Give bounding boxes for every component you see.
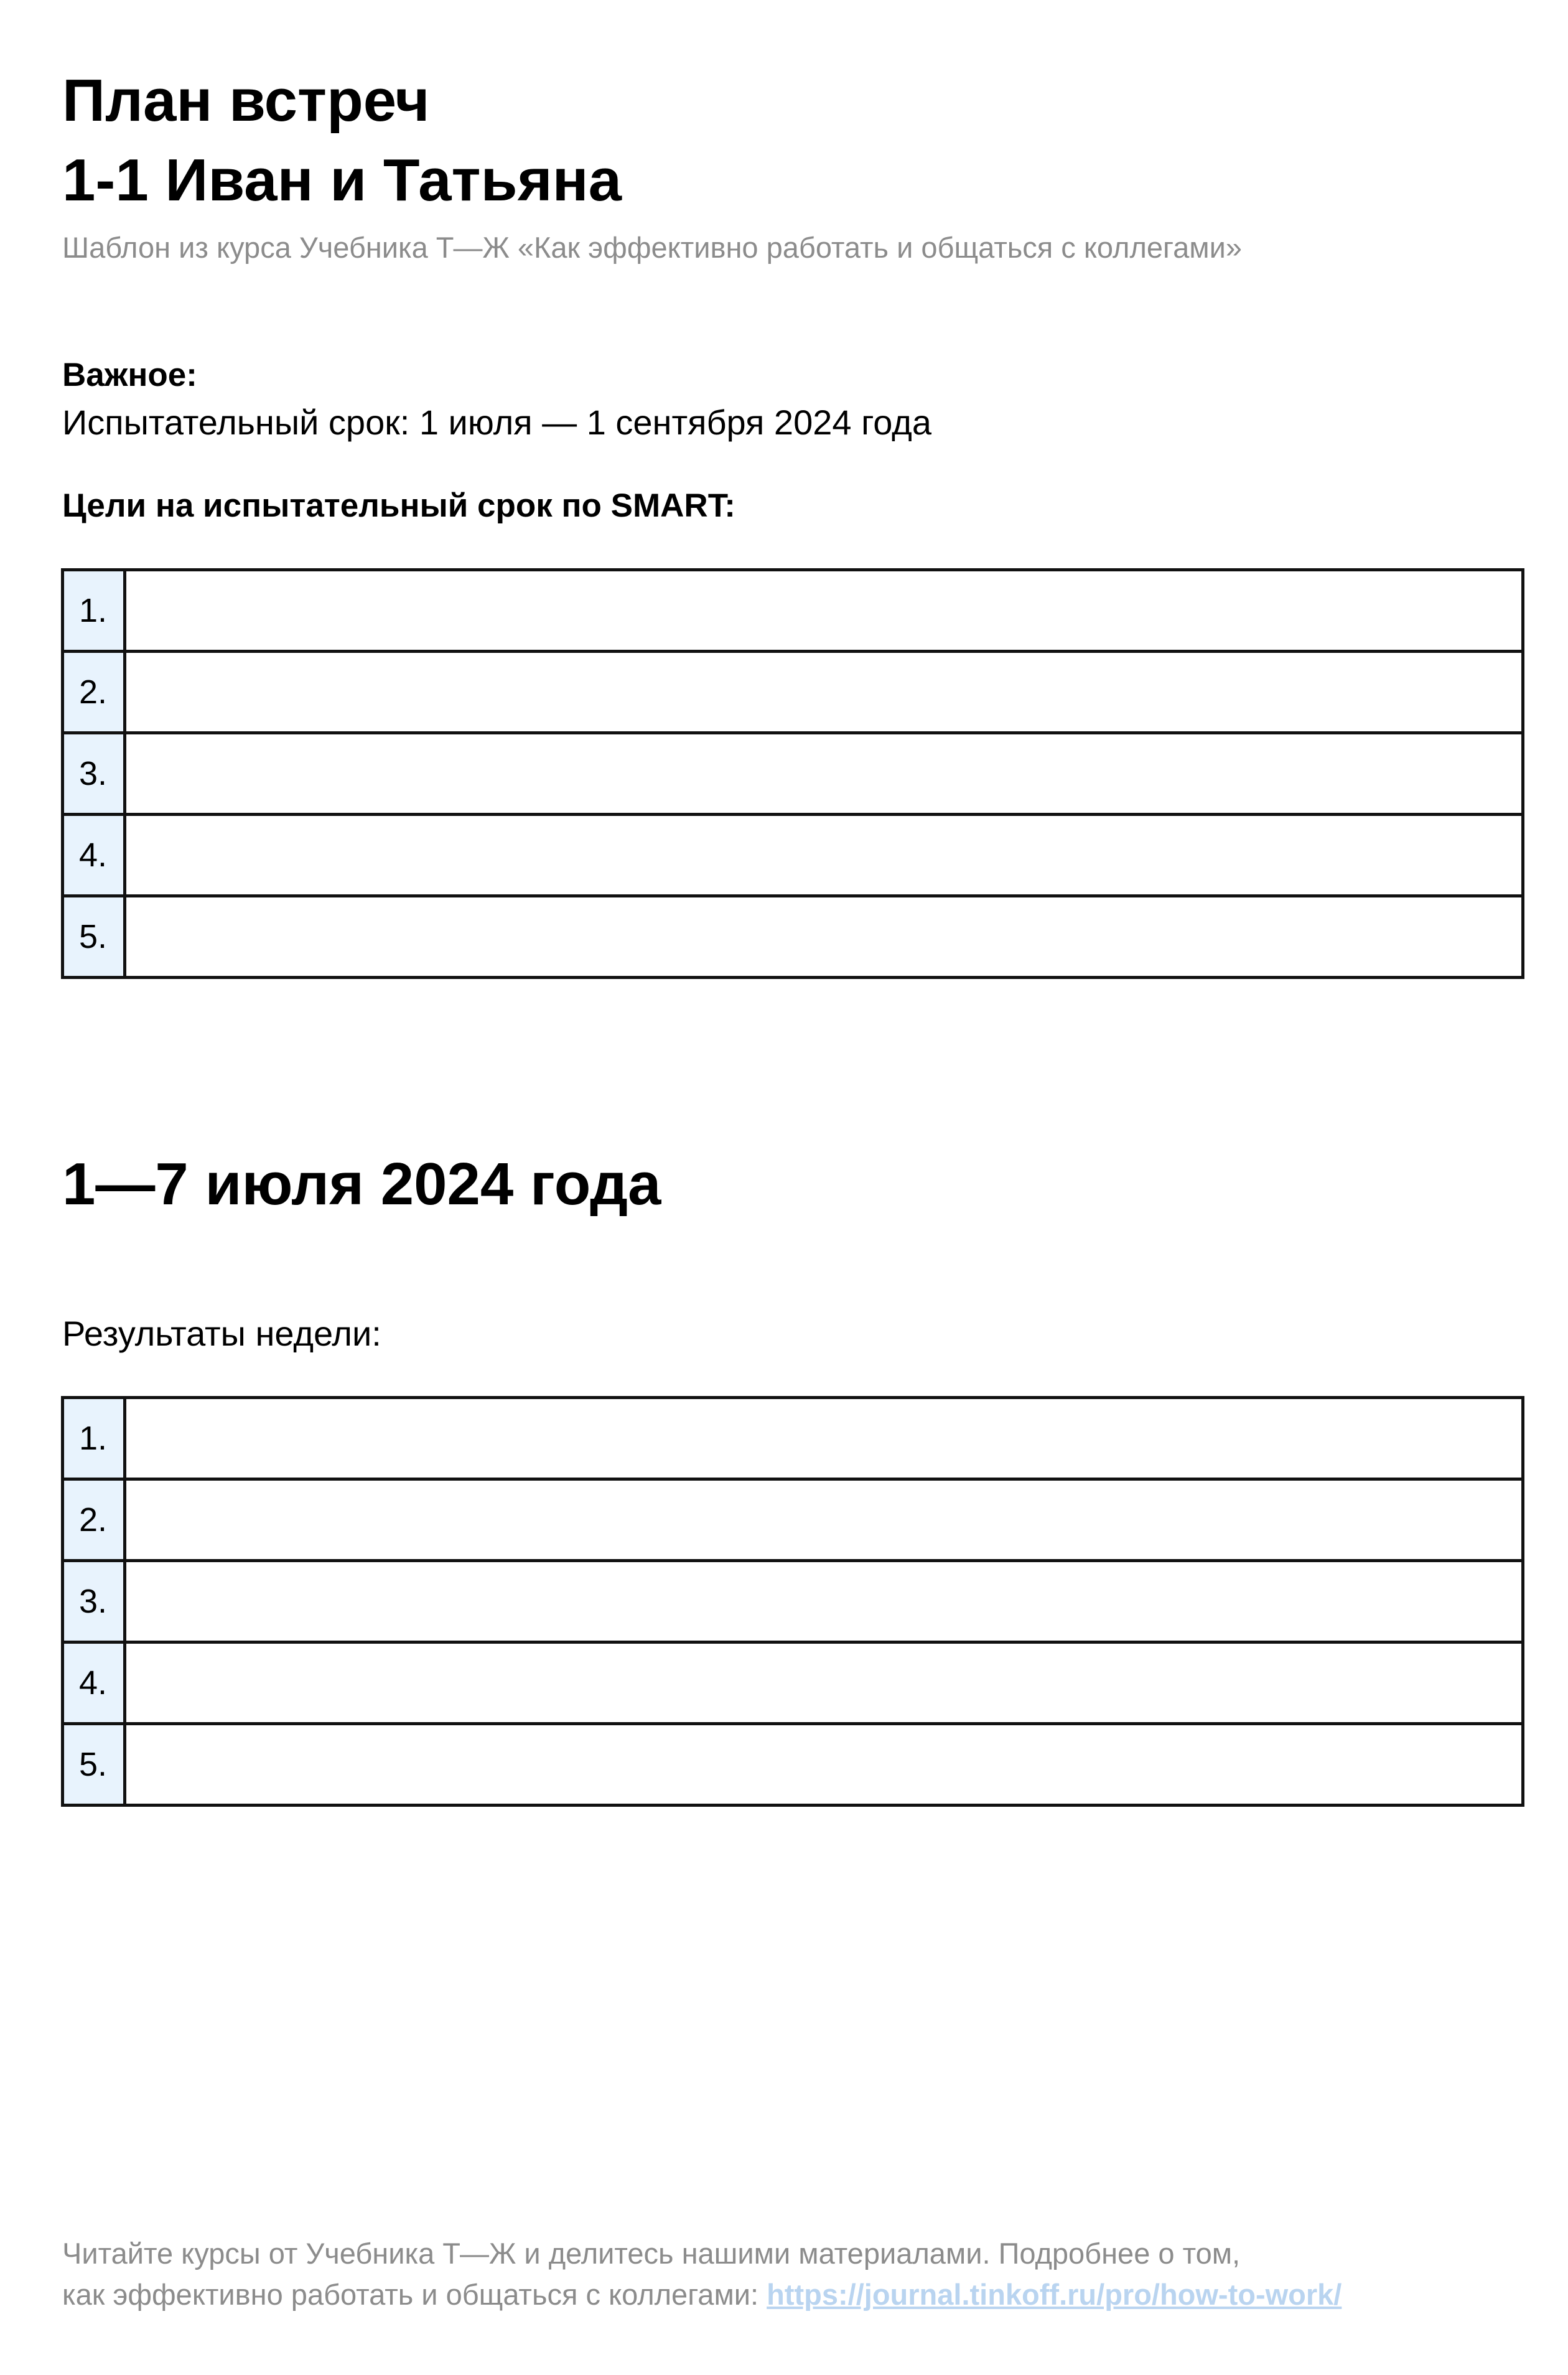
result-input-cell[interactable] xyxy=(125,1561,1523,1642)
row-number: 1. xyxy=(63,570,125,652)
row-number: 5. xyxy=(63,896,125,978)
result-input-cell[interactable] xyxy=(125,1642,1523,1724)
template-source-note: Шаблон из курса Учебника Т—Ж «Как эффективно работать и общаться с коллегами» xyxy=(62,231,1242,264)
course-link[interactable]: https://journal.tinkoff.ru/pro/how-to-work/ xyxy=(767,2277,1342,2311)
important-label: Важное: xyxy=(62,357,197,393)
table-row xyxy=(63,733,1523,815)
result-input-cell[interactable] xyxy=(125,1398,1523,1479)
table-row xyxy=(63,1479,1523,1561)
row-number: 2. xyxy=(63,652,125,733)
table-row xyxy=(63,896,1523,978)
row-number: 3. xyxy=(63,733,125,815)
trial-period-text: Испытательный срок: 1 июля — 1 сентября 2024 года xyxy=(62,403,931,442)
smart-goals-label: Цели на испытательный срок по SMART: xyxy=(62,487,735,524)
result-input-cell[interactable] xyxy=(125,1724,1523,1806)
table-row xyxy=(63,1561,1523,1642)
table-row xyxy=(63,1724,1523,1806)
row-number: 4. xyxy=(63,1642,125,1724)
footer-line-1: Читайте курсы от Учебника Т—Ж и делитесь нашими материалами. Подробнее о том, xyxy=(62,2237,1241,2270)
smart-goals-table xyxy=(61,568,1524,979)
document-title: План встреч xyxy=(62,67,430,134)
document-subtitle-title: 1-1 Иван и Татьяна xyxy=(62,147,622,213)
goal-input-cell[interactable] xyxy=(125,815,1523,896)
row-number: 4. xyxy=(63,815,125,896)
goal-input-cell[interactable] xyxy=(125,896,1523,978)
footer-line-2: как эффективно работать и общаться с коллегами: xyxy=(62,2277,767,2311)
table-row xyxy=(63,815,1523,896)
table-row xyxy=(63,1398,1523,1479)
row-number: 3. xyxy=(63,1561,125,1642)
goal-input-cell[interactable] xyxy=(125,733,1523,815)
week-results-label: Результаты недели: xyxy=(62,1314,381,1353)
week-results-table xyxy=(61,1396,1524,1807)
table-row xyxy=(63,570,1523,652)
table-row xyxy=(63,1642,1523,1724)
week-heading: 1—7 июля 2024 года xyxy=(62,1151,661,1217)
row-number: 5. xyxy=(63,1724,125,1806)
result-input-cell[interactable] xyxy=(125,1479,1523,1561)
table-row xyxy=(63,652,1523,733)
goal-input-cell[interactable] xyxy=(125,652,1523,733)
row-number: 2. xyxy=(63,1479,125,1561)
row-number: 1. xyxy=(63,1398,125,1479)
goal-input-cell[interactable] xyxy=(125,570,1523,652)
footer-note xyxy=(62,2233,1342,2315)
